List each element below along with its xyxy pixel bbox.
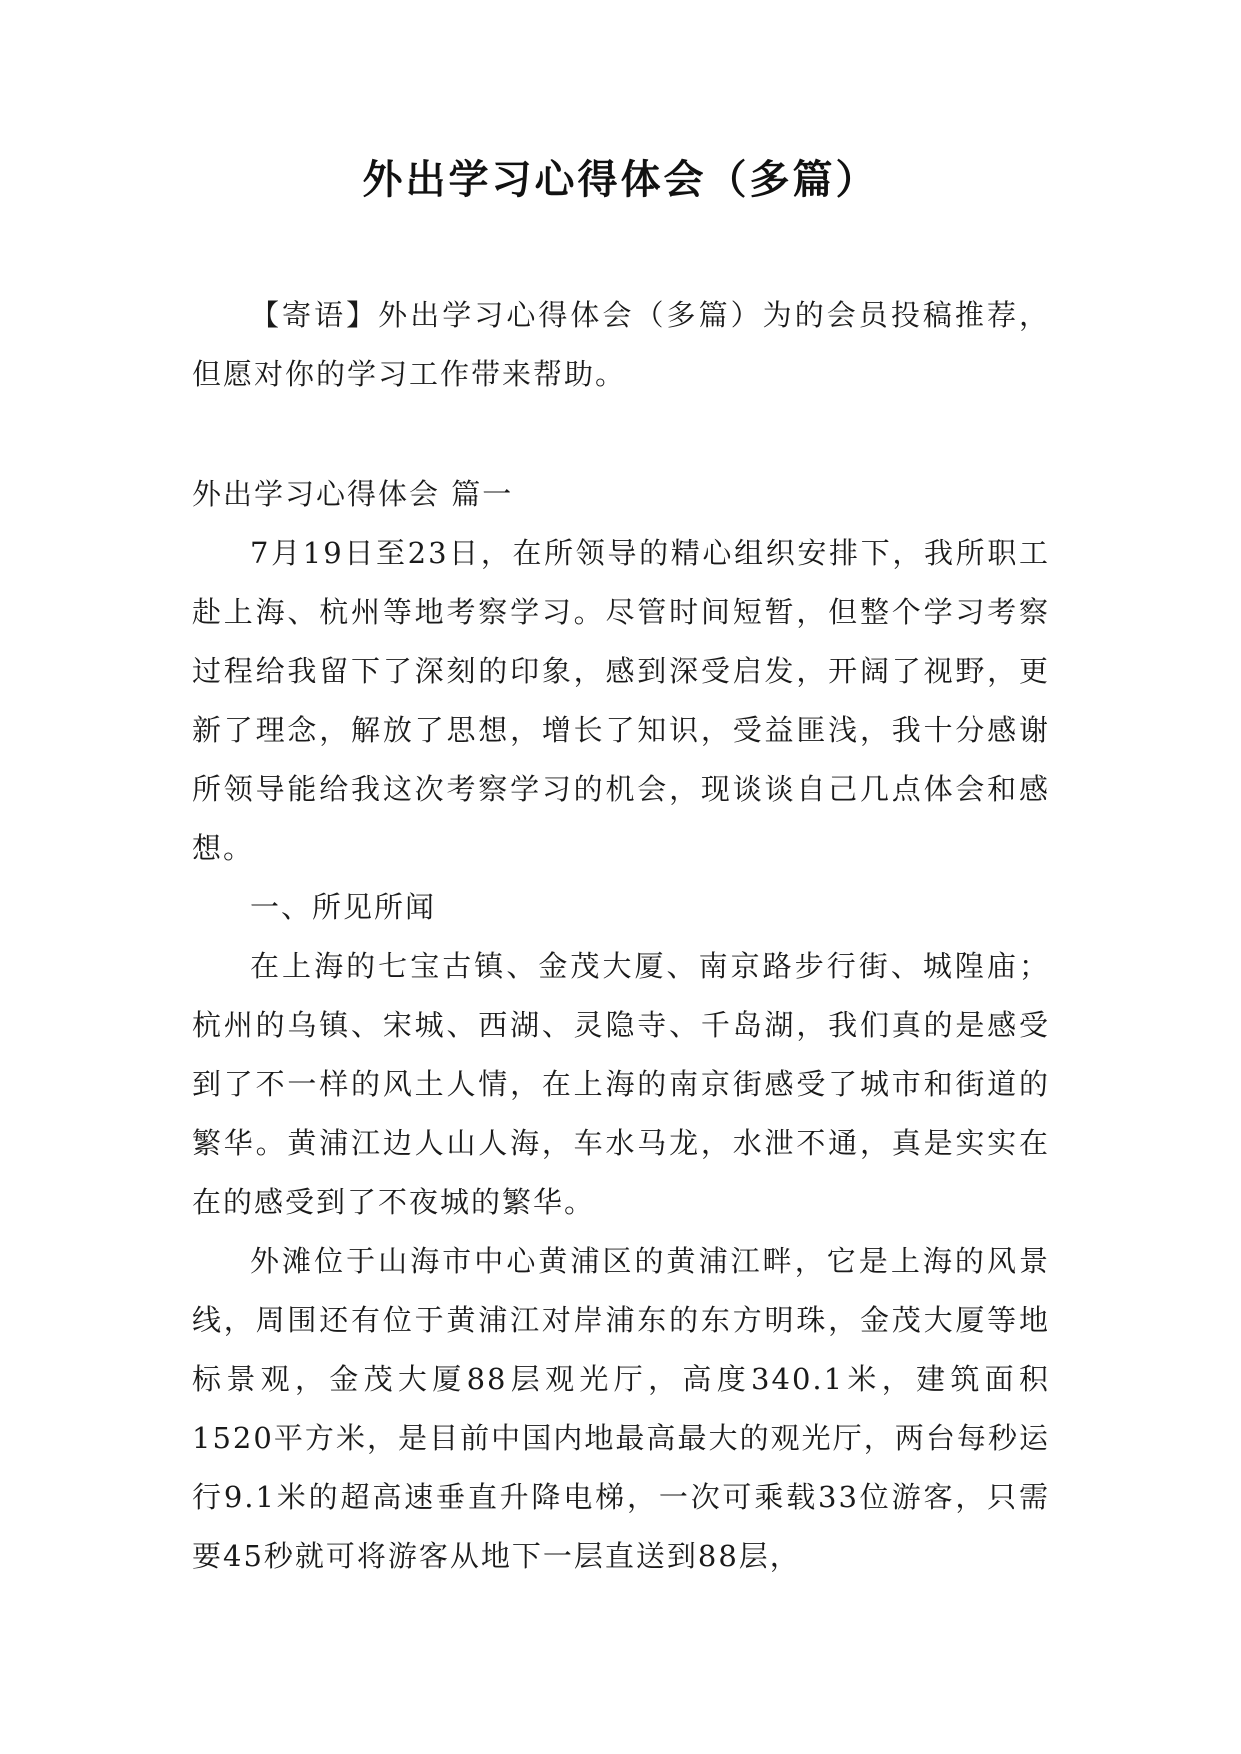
article-body [192,524,1050,1586]
paragraph-2: 在上海的七宝古镇、金茂大厦、南京路步行街、城隍庙；杭州的乌镇、宋城、西湖、灵隐寺、千岛湖，我们真的是感受到了不一样的风土人情，在上海的南京街感受了城市和街道的繁华。黄浦江边人山人海，车水马龙，水泄不通，真是实实在在的感受到了不夜城的繁华。 [192,949,1050,1219]
document-title: 外出学习心得体会（多篇） [362,157,879,203]
subheading-1: 一、所见所闻 [250,890,437,924]
intro-paragraph: 【寄语】外出学习心得体会（多篇）为的会员投稿推荐，但愿对你的学习工作带来帮助。 [192,298,1050,391]
paragraph-3: 外滩位于山海市中心黄浦区的黄浦江畔，它是上海的风景线，周围还有位于黄浦江对岸浦东的东方明珠，金茂大厦等地标景观，金茂大厦88层观光厅，高度340.1米，建筑面积1520平方米，是目前中国内地最高最大的观光厅，两台每秒运行9.1米的超高速垂直升降电梯，一次可乘载33位游客，只需要45秒就可将游客从地下一层直送到88层， [192,1244,1050,1573]
intro-block [192,286,1050,404]
section-heading: 外出学习心得体会 篇一 [192,477,514,511]
paragraph-1: 7月19日至23日，在所领导的精心组织安排下，我所职工赴上海、杭州等地考察学习。尽管时间短暂，但整个学习考察过程给我留下了深刻的印象，感到深受启发，开阔了视野，更新了理念，解放了思想，增长了知识，受益匪浅，我十分感谢所领导能给我这次考察学习的机会，现谈谈自己几点体会和感想。 [192,536,1050,865]
